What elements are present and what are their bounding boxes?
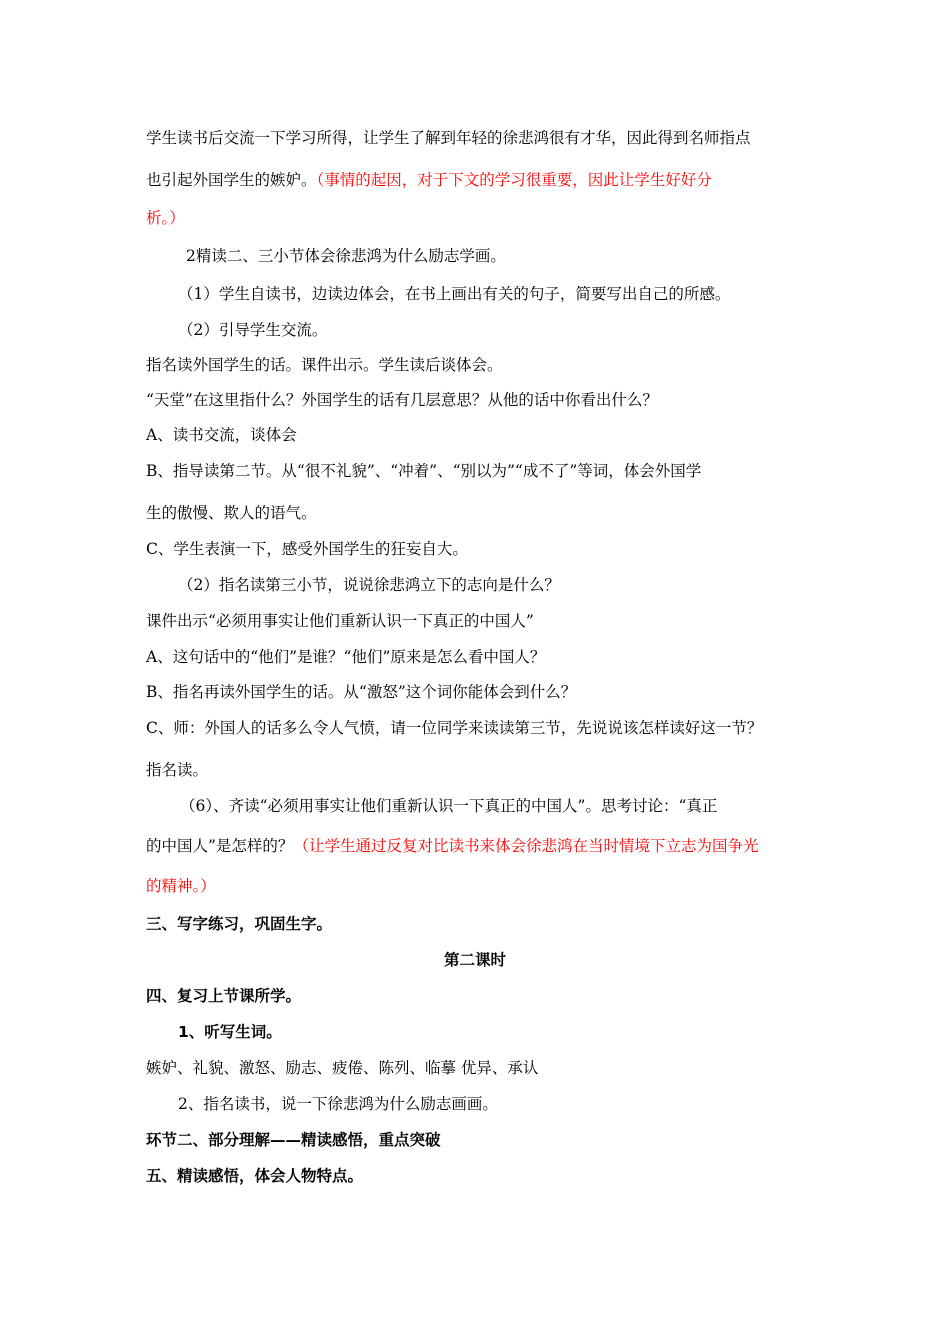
paragraph-line: A、这句话中的“他们”是谁？“他们”原来是怎么看中国人？: [146, 648, 546, 666]
lesson-title: 第二课时: [443, 951, 506, 969]
paragraph-line: “天堂”在这里指什么？外国学生的话有几层意思？从他的话中你看出什么？: [146, 391, 658, 409]
paragraph-line: （1）学生自读书，边读边体会，在书上画出有关的句子，简要写出自己的所感。: [178, 285, 731, 303]
paragraph-line: B、指名再读外国学生的话。从“激怒”这个词你能体会到什么？: [146, 683, 577, 701]
paragraph-line: B、指导读第二节。从“很不礼貌”、“冲着”、“别以为”“成不了”等词，体会外国学: [146, 462, 702, 480]
paragraph-line: [146, 128, 826, 148]
section-heading: 环节二、部分理解——精读感悟，重点突破: [146, 1131, 441, 1149]
teacher-note: （事情的起因，对于下文的学习很重要，因此让学生好好分: [316, 171, 712, 189]
subsection-heading: 1、听写生词。: [178, 1023, 282, 1041]
paragraph-line: 指名读。: [146, 761, 209, 779]
vocabulary-list: 嫉妒、礼貌、激怒、励志、疲倦、陈列、临摹 优异、承认: [146, 1059, 539, 1077]
paragraph-line: C、学生表演一下，感受外国学生的狂妄自大。: [146, 540, 468, 558]
paragraph-line: 生的傲慢、欺人的语气。: [146, 504, 317, 522]
paragraph-line: 课件出示“必须用事实让他们重新认识一下真正的中国人”: [146, 612, 534, 630]
paragraph-line: （2）指名读第三小节，说说徐悲鸿立下的志向是什么？: [178, 576, 560, 594]
paragraph-line: C、师：外国人的话多么令人气愤，请一位同学来读读第三节，先说说该怎样读好这一节？: [146, 719, 763, 737]
paragraph-line: A、读书交流，谈体会: [146, 426, 297, 444]
teacher-note: 的精神。）: [146, 877, 216, 895]
teacher-note: 析。）: [146, 209, 185, 227]
section-heading: 三、写字练习，巩固生字。: [146, 915, 333, 933]
paragraph-line: [146, 836, 826, 856]
section-heading: 五、精读感悟，体会人物特点。: [146, 1167, 364, 1185]
paragraph-line: 2、指名读书，说一下徐悲鸿为什么励志画画。: [178, 1095, 498, 1113]
paragraph-line: 2精读二、三小节体会徐悲鸿为什么励志学画。: [186, 247, 506, 265]
text: 的中国人”是怎样的？: [146, 837, 294, 855]
paragraph-line: 指名读外国学生的话。课件出示。学生读后谈体会。: [146, 356, 503, 374]
teacher-note: （让学生通过反复对比读书来体会徐悲鸿在当时情境下立志为国争光: [293, 837, 759, 855]
text: 学生读书后交流一下学习所得，让学生了解到年轻的徐悲鸿很有才华，因此得到名师指点: [146, 129, 751, 147]
paragraph-line: （2）引导学生交流。: [178, 321, 328, 339]
paragraph-line: （6）、齐读“必须用事实让他们重新认识一下真正的中国人”。思考讨论：“真正: [180, 797, 718, 815]
section-heading: 四、复习上节课所学。: [146, 987, 302, 1005]
paragraph-line: [146, 170, 826, 190]
text: 也引起外国学生的嫉妒。: [146, 171, 317, 189]
